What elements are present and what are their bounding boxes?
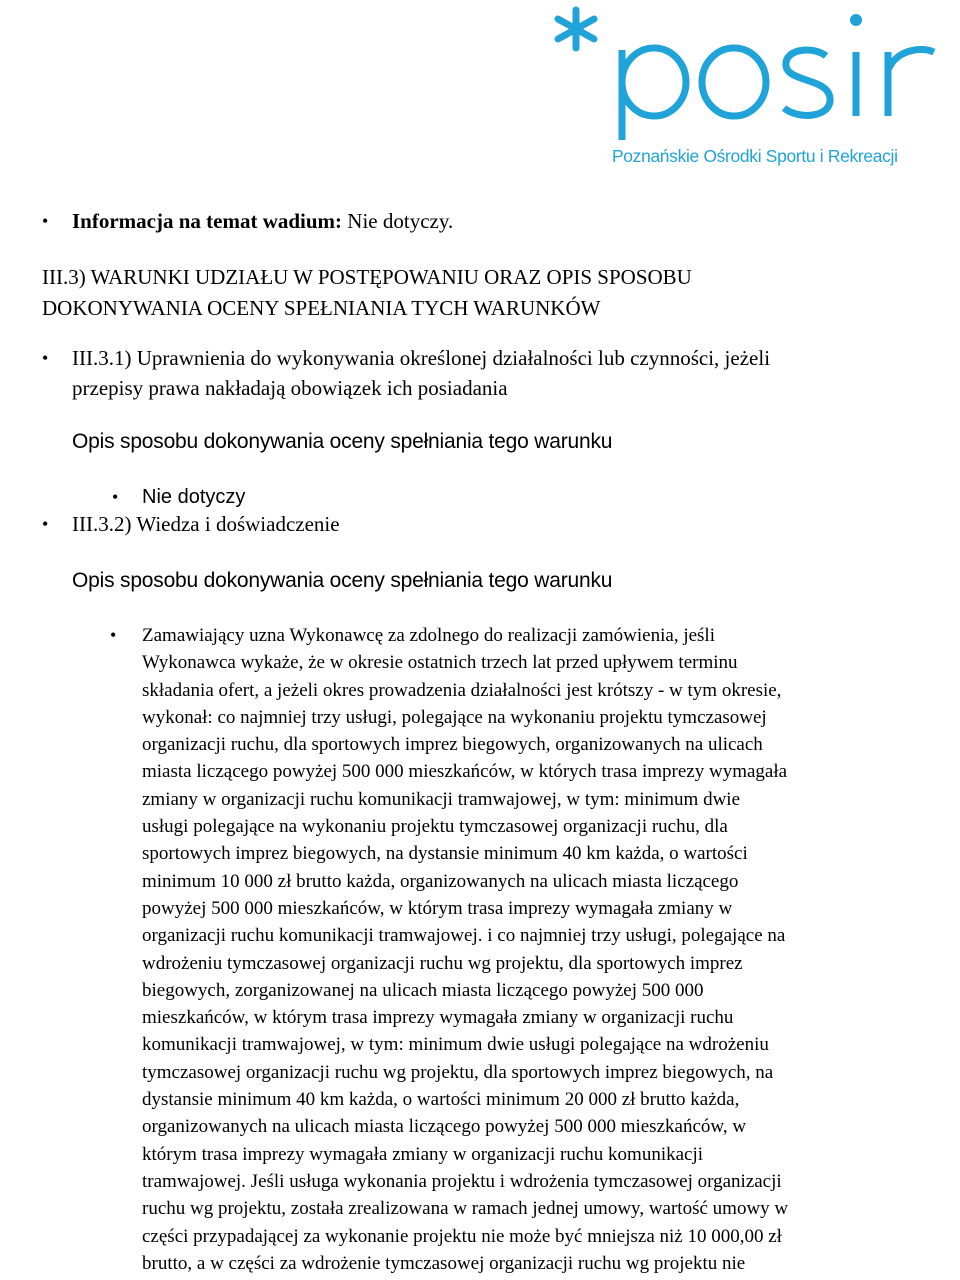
paragraph-line: tramwajowej. Jeśli usługa wykonania projektu i wdrożenia tymczasowej organizacji [142,1170,782,1192]
paragraph-line: brutto, a w części za wdrożenie tymczasowej organizacji ruchu wg projektu nie [142,1252,746,1274]
paragraph-line: minimum 10 000 zł brutto każda, organizowanych na ulicach miasta liczącego [142,870,739,892]
paragraph-line: organizacji ruchu komunikacji tramwajowej. i co najmniej trzy usługi, polegające na [142,925,786,947]
paragraph-line: biegowych, zorganizowanej na ulicach miasta liczącego powyżej 500 000 [142,979,704,1001]
item-311-sub-bullet-text: Nie dotyczy [142,486,246,508]
item-311-line2: przepisy prawa nakładają obowiązek ich posiadania [72,376,508,400]
item-311-desc-label: Opis sposobu dokonywania oceny spełniania tego warunku [72,430,613,453]
bullet-icon: • [110,625,117,645]
item-311-sub-bullet [112,484,246,511]
asterisk-icon [558,10,594,48]
item-312-paragraph [110,622,956,1277]
paragraph-line: wykonał: co najmniej trzy usługi, polegające na wykonaniu projektu tymczasowej [142,706,767,728]
paragraph-line: powyżej 500 000 mieszkańców, w którym trasa imprezy wymagała zmiany w [142,897,733,919]
paragraph-line: Zamawiający uzna Wykonawcę za zdolnego do realizacji zamówienia, jeśli [142,625,715,646]
paragraph-line: tymczasowej organizacji ruchu wg projektu, dla sportowych imprez biegowych, na [142,1061,774,1083]
wadium-item [42,208,454,235]
logo-letter-r-arm [888,49,934,70]
paragraph-line: ruchu wg projektu, została zrealizowana w ramach jednej umowy, wartość umowy w [142,1198,789,1220]
section-heading-line2: DOKONYWANIA OCENY SPEŁNIANIA TYCH WARUNKÓW [42,296,601,320]
paragraph-line: sportowych imprez biegowych, na dystansie minimum 40 km każda, o wartości [142,843,748,865]
paragraph-line: części przypadającej za wykonanie projektu nie może być mniejsza niż 10 000,00 zł [142,1225,782,1247]
paragraph-line: miasta liczącego powyżej 500 000 mieszkańców, w których trasa imprezy wymagała [142,761,788,783]
paragraph-line: dystansie minimum 40 km każda, o wartości minimum 20 000 zł brutto każda, [142,1089,740,1111]
logo-letter-o [702,48,766,116]
item-312 [42,511,340,538]
bullet-icon: • [42,514,49,534]
logo-letter-p-bowl [622,48,686,116]
paragraph-line: mieszkańców, w którym trasa imprezy wymagała zmiany w organizacji ruchu [142,1007,734,1029]
paragraph-line: organizacji ruchu, dla sportowych imprez biegowych, organizowanych na ulicach [142,734,763,756]
bullet-icon: • [42,348,49,368]
bullet-icon: • [42,211,49,231]
paragraph-line: którym trasa imprezy wymagała zmiany w organizacji ruchu komunikacji [142,1143,704,1165]
logo-letter-s [784,50,830,115]
item-312-title: III.3.2) Wiedza i doświadczenie [72,512,340,536]
section-heading [42,262,692,324]
wadium-value: Nie dotyczy. [342,209,454,233]
posir-logo [536,0,960,178]
item-312-desc-label: Opis sposobu dokonywania oceny spełniania tego warunku [72,569,613,592]
paragraph-line: Wykonawca wykaże, że w okresie ostatnich trzech lat przed upływem terminu [142,652,738,674]
wadium-label: Informacja na temat wadium: [72,209,343,233]
item-311-line1: III.3.1) Uprawnienia do wykonywania określonej działalności lub czynności, jeżeli [72,346,771,370]
paragraph-line: organizowanych na ulicach miasta liczącego powyżej 500 000 mieszkańców, w [142,1116,747,1138]
bullet-icon: • [112,487,119,507]
paragraph-line: wdrożeniu tymczasowej organizacji ruchu wg projektu, dla sportowych imprez [142,952,743,974]
paragraph-line: usługi polegające na wykonaniu projektu tymczasowej organizacji ruchu, dla [142,816,728,838]
logo-tagline: Poznańskie Ośrodki Sportu i Rekreacji [612,146,898,166]
item-311 [42,345,771,402]
logo-letter-i-dot [850,14,862,26]
paragraph-line: zmiany w organizacji ruchu komunikacji tramwajowej, w tym: minimum dwie [142,788,741,810]
section-heading-line1: III.3) WARUNKI UDZIAŁU W POSTĘPOWANIU ORAZ OPIS SPOSOBU [42,265,692,289]
paragraph-line: składania ofert, a jeżeli okres prowadzenia działalności jest krótszy - w tym okresie, [142,679,782,701]
paragraph-line: komunikacji tramwajowej, w tym: minimum dwie usługi polegające na wdrożeniu [142,1034,769,1056]
